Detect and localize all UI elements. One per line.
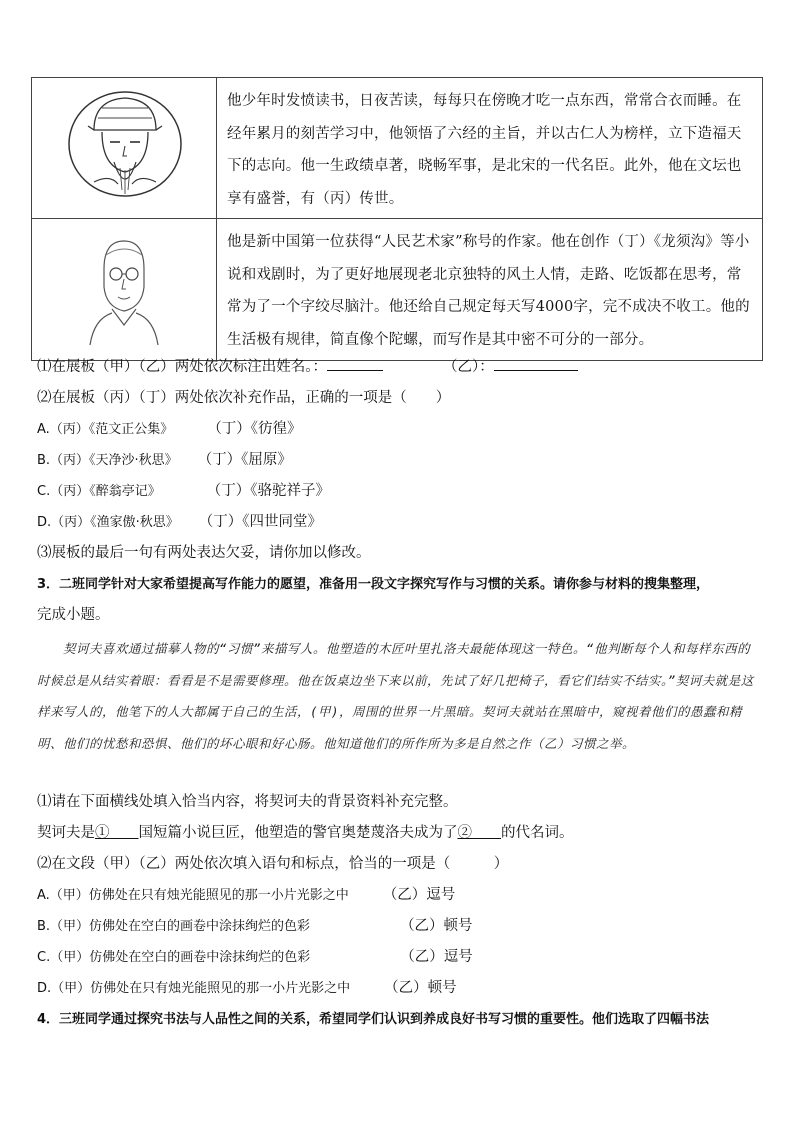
portrait-description-cell [217,78,763,219]
question-3-stem-cont: 完成小题。 [37,607,110,623]
portrait-cell [32,219,217,361]
answer-blank-jia[interactable] [327,355,383,371]
q3-option-a[interactable] [37,880,762,911]
q3-option-c[interactable] [37,942,762,973]
blank-2-marker: ② [457,825,472,841]
ancient-official-portrait-icon [32,78,216,211]
question-3-parts [37,787,762,1035]
sub-question-1 [37,352,762,383]
portrait-description-cell [217,219,763,361]
option-a-part1: A.（丙）《范文正公集》 [37,422,174,437]
question-4-stem [37,1004,762,1035]
blank-1-marker: ① [95,825,110,841]
q3-option-c-part2: （乙）逗号 [400,949,473,965]
q3-option-d-part2: （乙）顿号 [384,980,457,996]
q3-option-b-part1: B.（甲）仿佛处在空白的画卷中涂抹绚烂的色彩 [37,919,311,934]
q3-option-d[interactable] [37,973,762,1004]
option-c[interactable] [37,476,762,507]
portrait-cell [32,78,217,219]
option-b-part1: B.（丙）《天净沙·秋思》 [37,453,178,468]
option-a[interactable] [37,414,762,445]
fill-text-a: 契诃夫是 [37,825,95,841]
sub-question-1-text-b: （乙）： [443,359,494,375]
option-d-part2: （丁）《四世同堂》 [198,514,323,530]
fill-text-b: 国短篇小说巨匠，他塑造的警官奥楚蔑洛夫成为了 [138,825,458,841]
answer-blank-2[interactable] [458,825,502,841]
description-fan-zhongyan: 他少年时发愤读书，日夜苦读，每每只在傍晚才吃一点东西，常常合衣而睡。在经年累月的刻苦学习中，他领悟了六经的主旨，并以古仁人为榜样，立下造福天下的志向。他一生政绩卓著，晓畅军事，是北宋的一代名臣。此外，他在文坛也享有盛誉，有（丙）传世。 [227,93,742,207]
sub-question-2: ⑵在展板（丙）（丁）两处依次补充作品，正确的一项是（ ） [37,390,451,406]
q3-fill-line [37,818,762,849]
q3-option-a-part2: （乙）逗号 [382,887,456,903]
q3-sub-question-1: ⑴请在下面横线处填入恰当内容，将契诃夫的背景资料补充完整。 [37,794,458,810]
q3-option-b-part2: （乙）顿号 [400,918,473,934]
option-a-part2: （丁）《彷徨》 [207,421,302,437]
exhibit-row-lao-she [32,219,763,361]
sub-question-3: ⑶展板的最后一句有两处表达欠妥，请你加以修改。 [37,545,371,561]
answer-blank-yi[interactable] [494,355,578,371]
chekhov-passage [37,633,762,759]
option-d[interactable] [37,507,762,538]
q3-option-c-part1: C.（甲）仿佛处在空白的画卷中涂抹绚烂的色彩 [37,950,311,965]
q3-option-b[interactable] [37,911,762,942]
option-b-part2: （丁）《屈原》 [197,452,292,468]
question-block [37,352,762,631]
sub-question-1-text-a: ⑴在展板（甲）（乙）两处依次标注出姓名。： [37,359,327,375]
answer-blank-1[interactable] [95,825,139,841]
passage-text: 契诃夫喜欢通过描摹人物的“习惯”来描写人。他塑造的木匠叶里扎洛夫最能体现这一特色。“他判断每个人和每样东西的时候总是从结实着眼：看看是不是需要修理。他在饭桌边坐下来以前，先试了好几把椅子，看它们结实不结实。”契诃夫就是这样来写人的，他笔下的人大都属于自己的生活，(甲)，周围的世界一片黑暗。契诃夫就站在黑暗中，窥视着他们的愚蠢和精明、他们的忧愁和恐惧、他们的坏心眼和好心肠。他知道他们的所作所为多是自然之作（乙）习惯之举。 [37,641,754,751]
question-3-stem [37,569,762,600]
q3-sub-question-2: ⑵在文段（甲）（乙）两处依次填入语句和标点，恰当的一项是（ ） [37,856,509,872]
question-4-stem-text: 4．三班同学通过探究书法与人品性之间的关系，希望同学们认识到养成良好书写习惯的重要性。他们选取了四幅书法 [37,1012,710,1027]
exhibit-row-fan-zhongyan [32,78,763,219]
fill-text-c: 的代名词。 [501,825,574,841]
option-c-part2: （丁）《骆驼祥子》 [206,483,330,499]
option-c-part1: C.（丙）《醉翁亭记》 [37,484,161,499]
description-lao-she: 他是新中国第一位获得“人民艺术家”称号的作家。他在创作（丁）《龙须沟》等小说和戏剧时，为了更好地展现老北京独特的风土人情，走路、吃饭都在思考，常常为了一个字绞尽脑汁。他还给自己规定每天写4000字，完不成决不收工。他的生活极有规律，简直像个陀螺，而写作是其中密不可分的一部分。 [227,234,750,348]
q3-option-d-part1: D.（甲）仿佛处在只有烛光能照见的那一小片光影之中 [37,981,351,996]
question-3-stem-line1: 3．二班同学针对大家希望提高写作能力的愿望，准备用一段文字探究写作与习惯的关系。请你参与材料的搜集整理， [37,577,710,592]
exhibit-table [31,77,763,361]
option-d-part1: D.（丙）《渔家傲·秋思》 [37,515,179,530]
q3-option-a-part1: A.（甲）仿佛处在只有烛光能照见的那一小片光影之中 [37,888,349,903]
modern-writer-portrait-icon [32,219,216,353]
option-b[interactable] [37,445,762,476]
